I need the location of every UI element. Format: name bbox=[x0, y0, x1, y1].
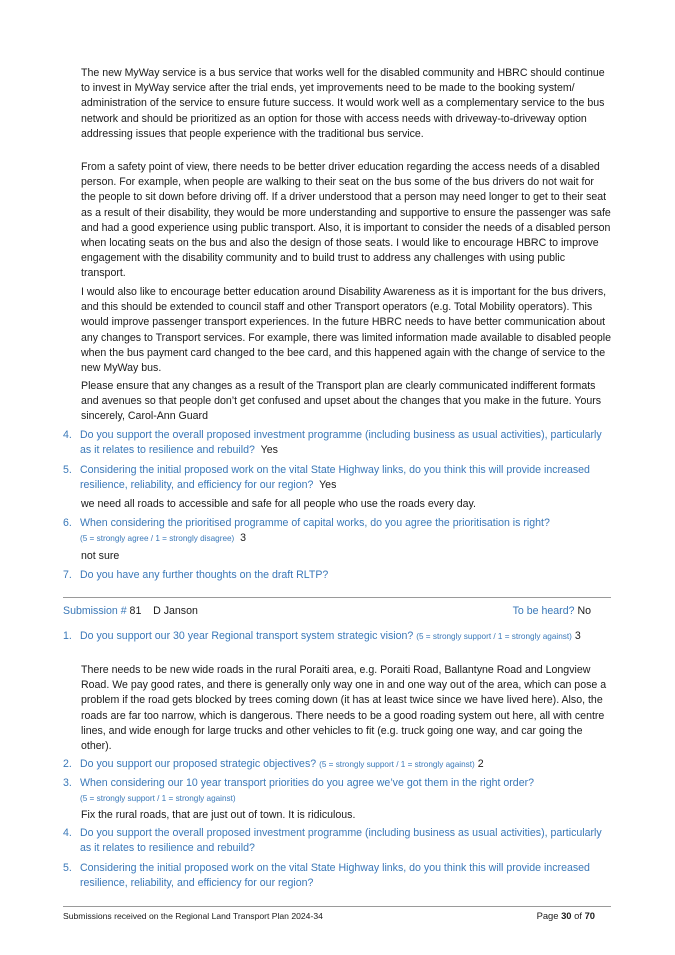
question-text: Do you support our proposed strategic objectives? bbox=[80, 758, 317, 770]
footer-divider bbox=[63, 906, 611, 907]
question-number: 5. bbox=[63, 464, 72, 476]
question-answer: 2 bbox=[477, 758, 484, 770]
page-of-label: of bbox=[574, 910, 582, 921]
section-divider bbox=[63, 597, 611, 598]
question-number: 3. bbox=[63, 777, 72, 789]
question-item bbox=[63, 757, 611, 772]
paragraph: Please ensure that any changes as a result of the Transport plan are clearly communicated indifferent formats and avenues so that people don’t get confused and upset about the changes that you make in the future. Yours sincerely, Carol-Ann Guard bbox=[81, 380, 602, 423]
rating-scale: (5 = strongly support / 1 = strongly against) bbox=[319, 760, 475, 769]
question-item bbox=[63, 776, 611, 806]
question-number: 4. bbox=[63, 429, 72, 441]
question-number: 2. bbox=[63, 758, 72, 770]
question-answer: 3 bbox=[574, 630, 581, 642]
question-text: Do you support our 30 year Regional transport system strategic vision? bbox=[80, 630, 414, 642]
submission-header bbox=[63, 604, 611, 619]
page-number bbox=[537, 910, 595, 922]
rating-scale: (5 = strongly support / 1 = strongly against) bbox=[80, 794, 236, 804]
question-item bbox=[63, 861, 611, 891]
answer-comment: not sure bbox=[81, 550, 120, 562]
question-text: Do you support the overall proposed investment programme (including business as usual activities), particularly as it relates to resilience and rebuild? bbox=[80, 429, 602, 457]
question-text: When considering the prioritised programme of capital works, do you agree the prioritisation is right? bbox=[80, 517, 550, 529]
question-answer: Yes bbox=[319, 479, 337, 492]
page-label: Page bbox=[536, 910, 559, 921]
page-current: 30 bbox=[561, 910, 572, 921]
question-answer: 3 bbox=[240, 532, 247, 545]
to-be-heard-label: To be heard? bbox=[512, 605, 575, 617]
footer-title: Submissions received on the Regional Land Transport Plan 2024-34 bbox=[63, 911, 323, 921]
answer-comment: Fix the rural roads, that are just out of town. It is ridiculous. bbox=[81, 809, 356, 821]
paragraph: The new MyWay service is a bus service that works well for the disabled community and HBRC should continue to invest in MyWay service after the trial ends, yet improvements need to be made to the booking system/ administration of the service to ensure future success. It would work well as a complementary service to the bus network and should be prioritized as an option for those with access needs with driveway-to-driveway option addressing issues that people experience with the traditional bus service. bbox=[81, 67, 605, 140]
to-be-heard bbox=[513, 604, 591, 619]
answer-comment: There needs to be new wide roads in the rural Poraiti area, e.g. Poraiti Road, Ballantyne Road and Longview Road. We pay good rates, and there is generally only way one in and one way out of the area, which can pose a problem if the road gets blocked by trees coming down (it has at least twice since we have lived here). Also, the roads are far too narrow, which is dangerous. There needs to be a good roading system out here, all with centre lines, and wide enough for large trucks and other vehicles to fit (e.g. truck going one way, and car going the other). bbox=[81, 664, 607, 753]
submission-number: 81 bbox=[129, 605, 142, 617]
question-number: 7. bbox=[63, 569, 72, 581]
question-item bbox=[63, 826, 611, 856]
question-number: 5. bbox=[63, 862, 72, 874]
question-item bbox=[63, 629, 611, 644]
page-total: 70 bbox=[584, 910, 595, 921]
question-text: When considering our 10 year transport priorities do you agree we’ve got them in the right order? bbox=[80, 777, 535, 789]
question-number: 1. bbox=[63, 630, 72, 642]
question-item bbox=[63, 516, 611, 546]
to-be-heard-value: No bbox=[577, 605, 591, 617]
paragraph: I would also like to encourage better education around Disability Awareness as it is important for the bus drivers, and this should be extended to council staff and other Transport operators (e.g. Total Mobility operators). This would improve passenger transport experiences. In the future HBRC needs to have better communication about any changes to Transport services. For example, there was limited information made available to disabled people when the bus payment card changed to the bee card, and this happened again with the change of service to the new MyWay bus. bbox=[81, 286, 611, 375]
submitter-name: D Janson bbox=[153, 605, 198, 617]
rating-scale: (5 = strongly support / 1 = strongly against) bbox=[416, 632, 572, 641]
submission-label: Submission # bbox=[63, 605, 127, 617]
question-item bbox=[63, 463, 611, 493]
question-text: Do you support the overall proposed investment programme (including business as usual activities), particularly as it relates to resilience and rebuild? bbox=[80, 827, 602, 855]
question-item bbox=[63, 428, 611, 458]
question-number: 6. bbox=[63, 517, 72, 529]
paragraph: From a safety point of view, there needs to be better driver education regarding the access needs of a disabled person. For example, when people are walking to their seat on the bus some of the bus drivers do not wait for the people to sit down before driving off. If a driver understood that a person may need longer to get to their seat as a result of their disability, they would be more understanding and supportive to ensure the passenger was safe and had a good experience using public transport. Also, it is important to consider the needs of a disabled person when locating seats on the bus and also the design of those seats. I would like to encourage HBRC to improve engagement with the disability community and to build trust to address any challenges with using public transport. bbox=[81, 161, 611, 280]
answer-comment: we need all roads to accessible and safe for all people who use the roads every day. bbox=[81, 498, 476, 510]
rating-scale: (5 = strongly agree / 1 = strongly disagree) bbox=[80, 534, 235, 544]
question-text: Do you have any further thoughts on the draft RLTP? bbox=[80, 569, 329, 581]
question-text: Considering the initial proposed work on the vital State Highway links, do you think this will provide increased resilience, reliability, and efficiency for our region? bbox=[80, 464, 590, 492]
question-item bbox=[63, 568, 611, 583]
question-text: Considering the initial proposed work on the vital State Highway links, do you think this will provide increased resilience, reliability, and efficiency for our region? bbox=[80, 862, 590, 890]
question-number: 4. bbox=[63, 827, 72, 839]
page-footer bbox=[63, 910, 611, 922]
question-answer: Yes bbox=[260, 444, 278, 457]
